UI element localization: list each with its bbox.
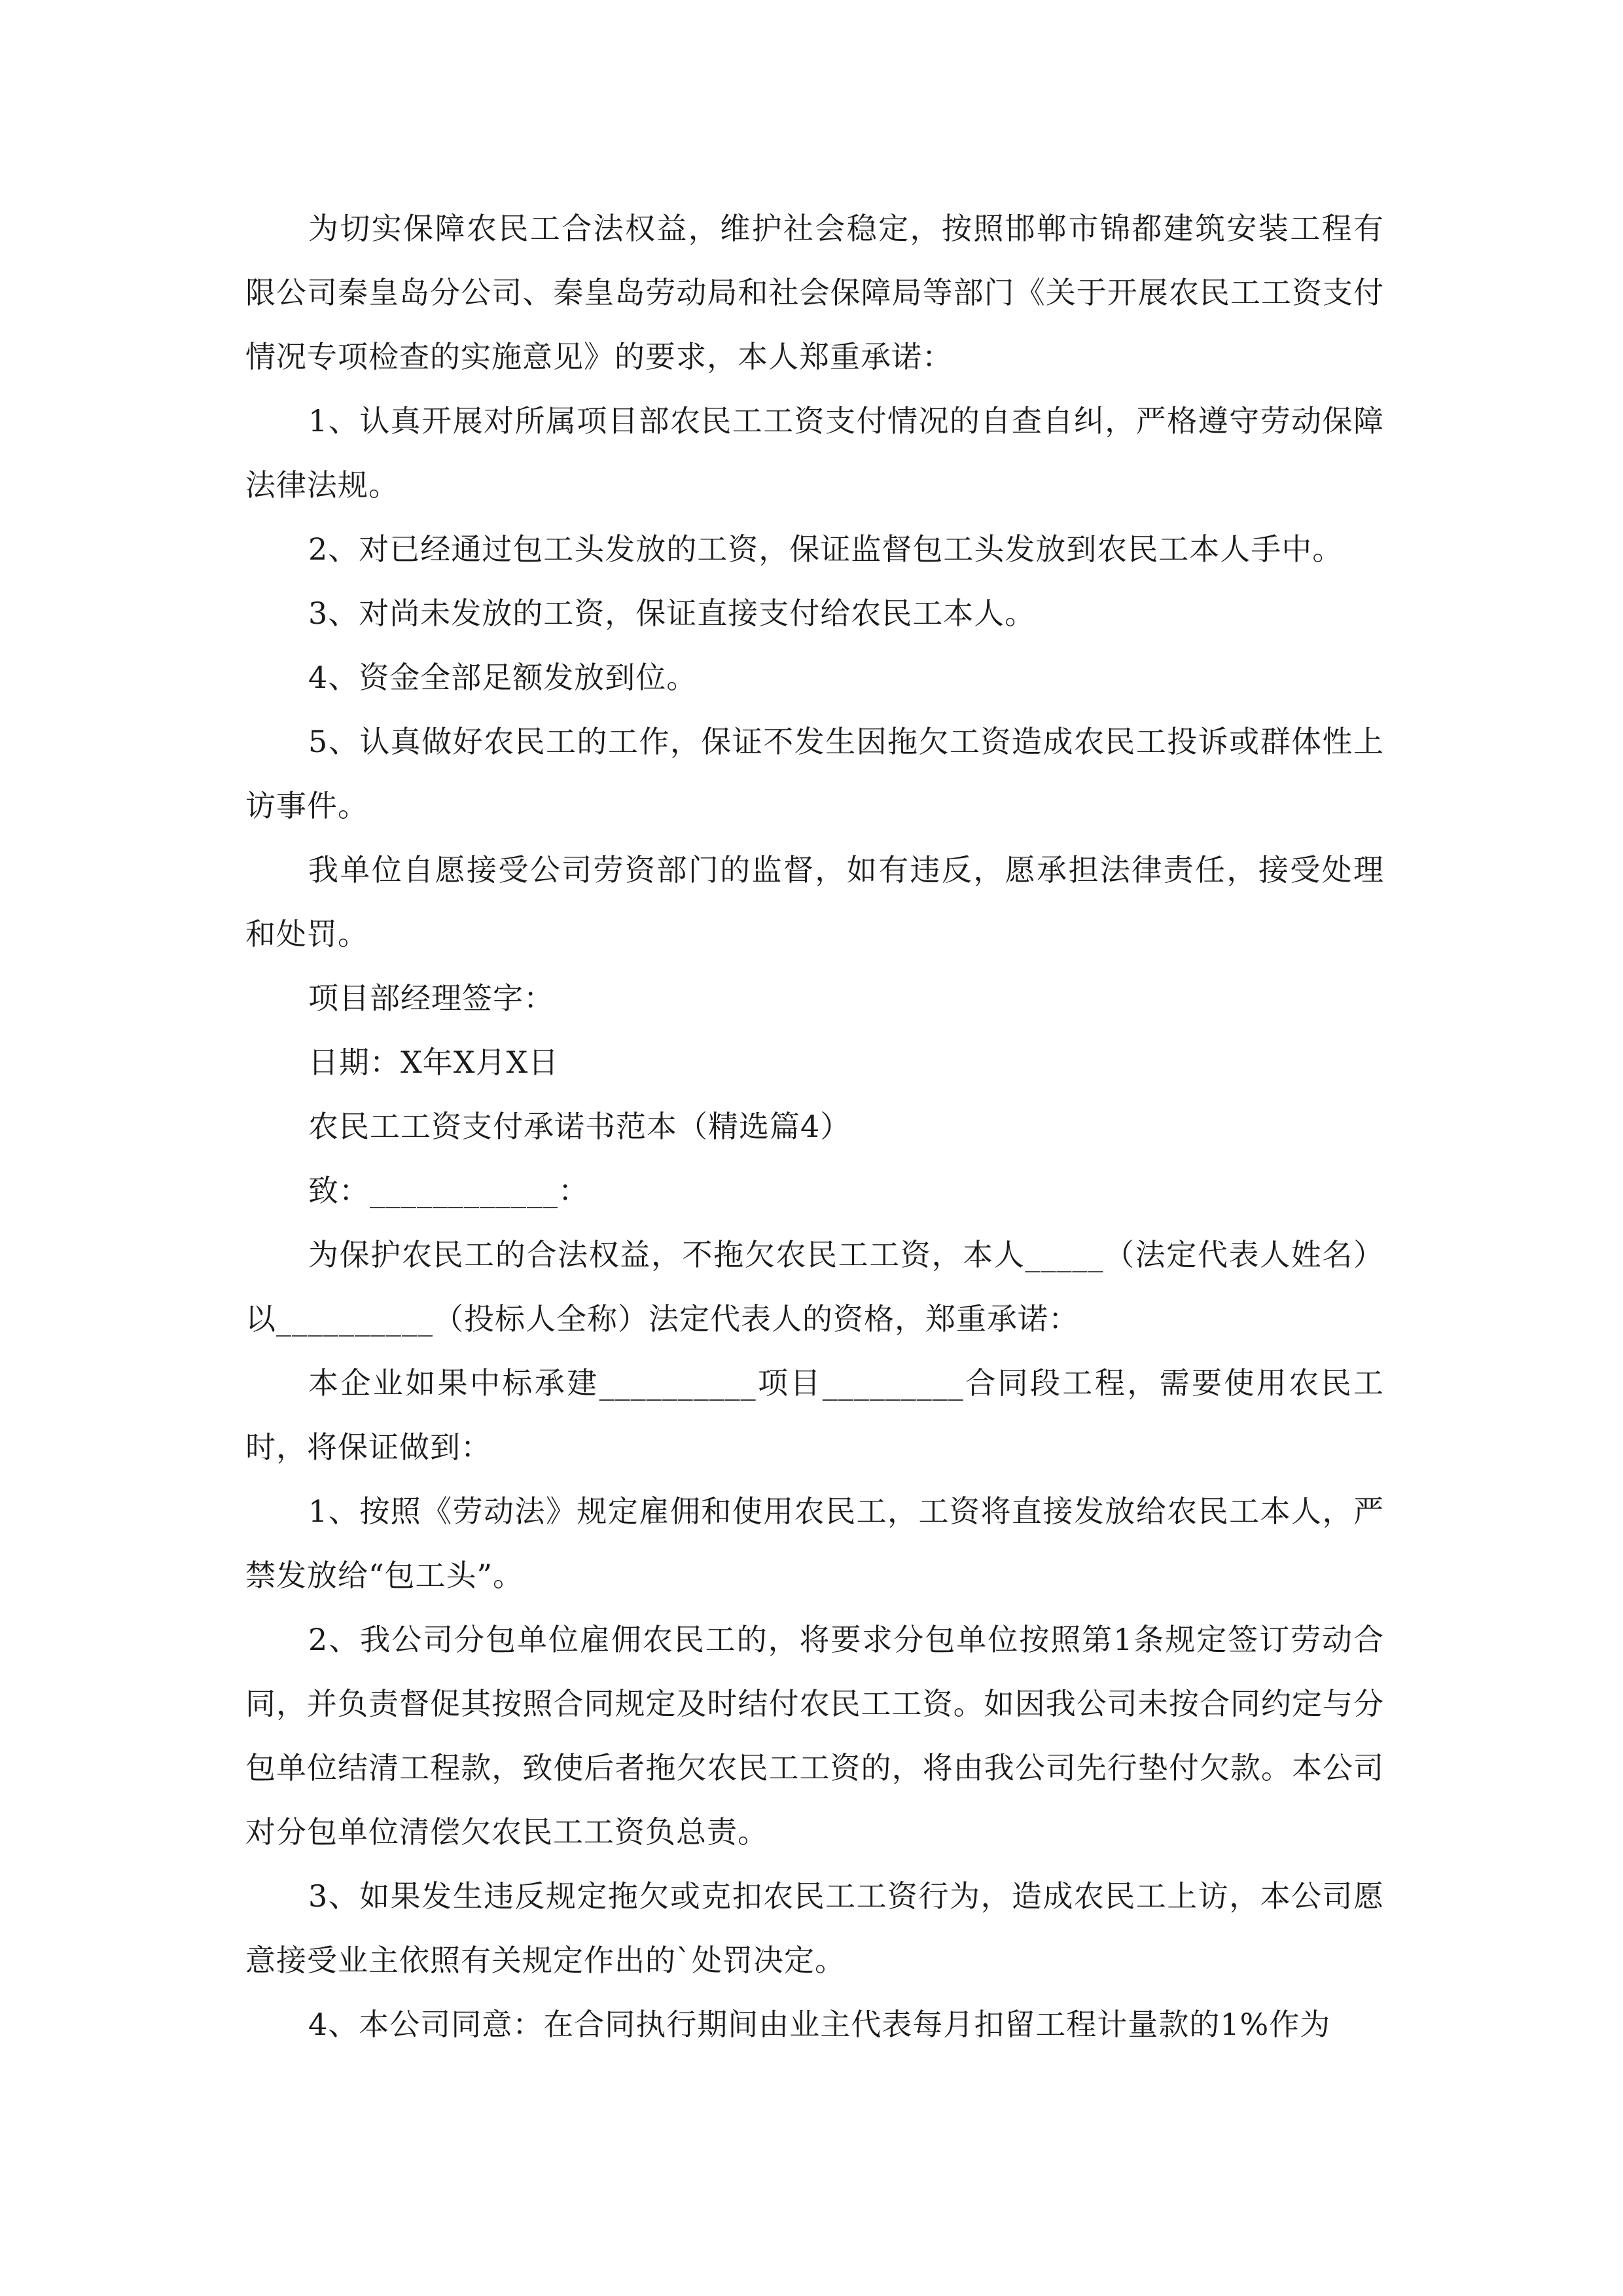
paragraph-pledge-3: 3、如果发生违反规定拖欠或克扣农民工工资行为，造成农民工上访，本公司愿意接受业主依照有关规定作出的`处罚决定。: [245, 1878, 1384, 1978]
paragraph-pledge-2: 2、我公司分包单位雇佣农民工的，将要求分包单位按照第1条规定签订劳动合同，并负责督促其按照合同规定及时结付农民工工资。如因我公司未按合同约定与分包单位结清工程款，致使后者拖欠农民工工资的，将由我公司先行垫付欠款。本公司对分包单位清偿欠农民工工资负总责。: [245, 1622, 1384, 1850]
paragraph-pledge-1: 1、按照《劳动法》规定雇佣和使用农民工，工资将直接发放给农民工本人，严禁发放给“包工头”。: [245, 1494, 1384, 1593]
paragraph-project: 本企业如果中标承建__________项目_________合同段工程，需要使用农民工时，将保证做到：: [245, 1365, 1384, 1465]
document-body: [245, 196, 1384, 2056]
signature-line: 项目部经理签字：: [308, 980, 554, 1016]
paragraph-item-2: 2、对已经通过包工头发放的工资，保证监督包工头发放到农民工本人手中。: [308, 531, 1344, 567]
paragraph-item-4: 4、资金全部足额发放到位。: [308, 660, 698, 695]
paragraph-item-5: 5、认真做好农民工的工作，保证不发生因拖欠工资造成农民工投诉或群体性上访事件。: [245, 724, 1384, 823]
date-line: 日期：X年X月X日: [308, 1045, 560, 1080]
addressee-line: 致：____________：: [308, 1173, 589, 1208]
paragraph-pledge-intro: 为保护农民工的合法权益，不拖欠农民工工资，本人_____（法定代表人姓名）以__________（投标人全称）法定代表人的资格，郑重承诺：: [245, 1237, 1384, 1336]
paragraph-supervision: 我单位自愿接受公司劳资部门的监督，如有违反，愿承担法律责任，接受处理和处罚。: [245, 852, 1384, 952]
paragraph-intro: 为切实保障农民工合法权益，维护社会稳定，按照邯郸市锦都建筑安装工程有限公司秦皇岛分公司、秦皇岛劳动局和社会保障局等部门《关于开展农民工工资支付情况专项检查的实施意见》的要求，本人郑重承诺：: [245, 211, 1384, 374]
paragraph-item-3: 3、对尚未发放的工资，保证直接支付给农民工本人。: [308, 596, 1036, 631]
paragraph-pledge-4: 4、本公司同意：在合同执行期间由业主代表每月扣留工程计量款的1%作为: [308, 2007, 1331, 2042]
section-title: 农民工工资支付承诺书范本（精选篇4）: [308, 1109, 851, 1144]
paragraph-item-1: 1、认真开展对所属项目部农民工工资支付情况的自查自纠，严格遵守劳动保障法律法规。: [245, 403, 1384, 503]
